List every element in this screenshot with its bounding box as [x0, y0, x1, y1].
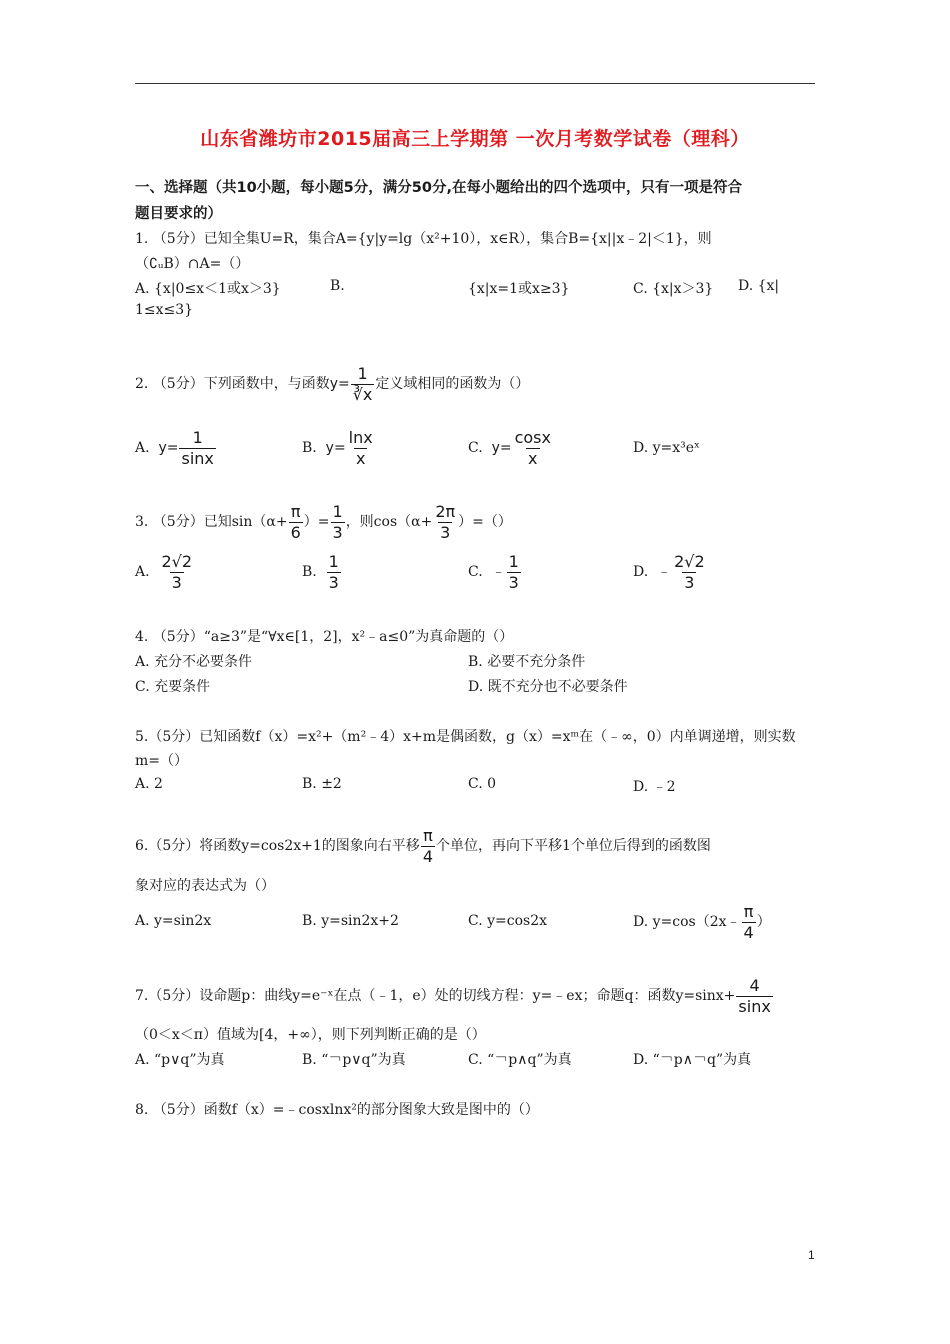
q7-stem-line2: （0＜x＜π）值域为[4，+∞），则下列判断正确的是（）: [135, 1027, 486, 1043]
q2-stem: [135, 362, 529, 406]
q6-stem: [135, 824, 711, 868]
q6-option-d[interactable]: [633, 900, 771, 944]
q6-stem-line2: 象对应的表达式为（）: [135, 878, 275, 894]
q7-fraction: [736, 975, 772, 1016]
q2-fraction: [351, 363, 375, 404]
q3-n2: 1: [332, 501, 343, 521]
q3-n1: π: [290, 501, 301, 521]
q6-option-b[interactable]: B. y=sin2x+2: [302, 913, 399, 929]
q7-option-b[interactable]: B. “￢p∨q”为真: [302, 1052, 406, 1068]
q3-a-num: 2√2: [161, 551, 193, 571]
q1-stem-line1: 1. （5分）已知全集U=R，集合A={y|y=lg（x²+10），x∈R），集合B={x||x﹣2|＜1}，则: [135, 231, 712, 247]
q3-b-num: 1: [328, 551, 339, 571]
q1-option-b-label[interactable]: B.: [330, 278, 345, 294]
q2-func: y=: [329, 376, 350, 392]
q6-num: π: [423, 825, 433, 845]
q2-a-num: 1: [192, 427, 203, 447]
q2-stem-post: 定义域相同的函数为（）: [375, 376, 530, 392]
q5-stem-line1: 5.（5分）已知函数f（x）=x²+（m²﹣4）x+m是偶函数，g（x）=xᵐ在（﹣∞，0）内单调递增，则实数: [135, 729, 796, 745]
page-number: 1: [808, 1248, 815, 1262]
q3-d-num: 2√2: [674, 551, 705, 571]
q7-stem-pre: 7.（5分）设命题p：曲线y=e⁻ˣ在点（﹣1，e）处的切线方程：y=﹣ex；命题q：函数y=sinx+: [135, 988, 736, 1004]
section-heading-line2: 题目要求的）: [135, 206, 222, 222]
q3-a-label: A.: [135, 564, 150, 580]
q7-option-a[interactable]: A. “p∨q”为真: [135, 1052, 225, 1068]
q3-c-den: 3: [508, 572, 519, 592]
q6-d-post: ）: [756, 914, 771, 930]
q3-option-b[interactable]: [302, 550, 342, 594]
q5-option-c[interactable]: C. 0: [468, 776, 497, 792]
q5-option-b[interactable]: B. ±2: [302, 776, 342, 792]
q6-stem-pre: 6.（5分）将函数y=cos2x+1的图象向右平移: [135, 838, 420, 854]
q4-option-b[interactable]: B. 必要不充分条件: [468, 654, 586, 670]
q2-b-fraction: [347, 427, 375, 468]
q3-d1: 6: [290, 522, 301, 542]
q6-den: 4: [422, 846, 433, 866]
q1-option-d-cont: 1≤x≤3}: [135, 302, 194, 318]
q3-c-fraction: [507, 551, 521, 592]
q4-option-d[interactable]: D. 既不充分也不必要条件: [468, 679, 628, 695]
q2-b-den: x: [355, 448, 366, 468]
q2-c-num: cosx: [514, 427, 551, 447]
q3-frac-3: [433, 501, 457, 542]
q2-b-pre: y=: [325, 440, 346, 456]
q4-stem: 4. （5分）“a≥3”是“∀x∈[1，2]，x²﹣a≤0”为真命题的（）: [135, 629, 514, 645]
q3-d2: 3: [332, 522, 343, 542]
q5-stem-line2: m=（）: [135, 753, 189, 769]
q5-option-d[interactable]: D. ﹣2: [633, 779, 676, 795]
q3-a-den: 3: [171, 572, 182, 592]
q3-stem-mid2: ，则cos（α+: [345, 514, 433, 530]
q1-stem-line2: （∁ᵤB）∩A=（）: [135, 256, 250, 272]
q2-b-label: B.: [302, 440, 317, 456]
q2-c-label: C.: [468, 440, 483, 456]
q3-option-d[interactable]: [633, 550, 708, 594]
q3-c-num: 1: [508, 551, 519, 571]
q6-option-a[interactable]: A. y=sin2x: [135, 913, 212, 929]
q4-option-a[interactable]: A. 充分不必要条件: [135, 654, 253, 670]
q3-d-fraction: [672, 551, 707, 592]
q3-option-a[interactable]: [135, 550, 195, 594]
q3-stem-post: ）=（）: [458, 514, 512, 530]
q6-d-den: 4: [743, 922, 754, 942]
q3-n3: 2π: [435, 501, 456, 521]
q6-fraction: [421, 825, 435, 866]
q1-option-a[interactable]: A. {x|0≤x＜1或x＞3}: [135, 281, 281, 297]
q5-option-a[interactable]: A. 2: [135, 776, 163, 792]
section-heading-line1: 一、选择题（共10小题，每小题5分，满分50分,在每小题给出的四个选项中，只有一项是符合: [135, 180, 742, 196]
q8-stem: 8. （5分）函数f（x）=﹣cosxlnx²的部分图象大致是图中的（）: [135, 1102, 539, 1118]
q2-c-den: x: [528, 448, 538, 468]
q4-option-c[interactable]: C. 充要条件: [135, 679, 211, 695]
q3-d-sign: ﹣: [657, 564, 672, 580]
q3-b-den: 3: [328, 572, 339, 592]
q3-stem: [135, 500, 512, 544]
page-title: 山东省潍坊市2015届高三上学期第 一次月考数学试卷（理科）: [200, 128, 750, 150]
q3-b-fraction: [327, 551, 341, 592]
q3-b-label: B.: [302, 564, 317, 580]
q6-stem-post: 个单位，再向下平移1个单位后得到的函数图: [436, 838, 711, 854]
q2-b-num: lnx: [348, 427, 373, 447]
q2-stem-pre: 2. （5分）下列函数中，与函数: [135, 376, 330, 392]
q6-option-c[interactable]: C. y=cos2x: [468, 913, 548, 929]
q1-option-c[interactable]: C. {x|x＞3}: [633, 281, 714, 297]
q7-den: sinx: [738, 996, 771, 1016]
q7-option-c[interactable]: C. “￢p∧q”为真: [468, 1052, 572, 1068]
q1-option-b[interactable]: {x|x=1或x≥3}: [468, 281, 570, 297]
q3-frac-1: [289, 501, 303, 542]
q2-a-pre: y=: [158, 440, 179, 456]
q2-option-d[interactable]: D. y=x³eˣ: [633, 440, 700, 456]
q3-stem-pre: 3. （5分）已知sin（α+: [135, 514, 288, 530]
q6-d-fraction: [742, 901, 756, 942]
q3-frac-2: [331, 501, 345, 542]
q1-option-d[interactable]: D. {x|: [738, 278, 780, 294]
q3-d-label: D.: [633, 564, 649, 580]
q3-stem-mid: ）=: [303, 514, 330, 530]
q7-num: 4: [749, 975, 760, 995]
q6-d-pre: D. y=cos（2x﹣: [633, 914, 741, 930]
q2-a-den: sinx: [181, 448, 214, 468]
header-rule: [135, 83, 815, 84]
q3-d-den: 3: [684, 572, 695, 592]
q2-option-b[interactable]: [302, 428, 376, 468]
q2-c-pre: y=: [491, 440, 512, 456]
q7-option-d[interactable]: D. “￢p∧￢q”为真: [633, 1052, 752, 1068]
q3-c-label: C.: [468, 564, 483, 580]
q2-option-c[interactable]: [468, 428, 554, 468]
q3-c-sign: ﹣: [491, 564, 506, 580]
q2-frac-num: 1: [357, 363, 368, 383]
q2-a-label: A.: [135, 440, 150, 456]
q3-option-c[interactable]: [468, 550, 522, 594]
q2-option-a[interactable]: [135, 428, 217, 468]
q3-d3: 3: [440, 522, 451, 542]
q6-d-num: π: [743, 901, 754, 921]
q2-frac-den: ∛x: [352, 384, 373, 404]
q2-a-fraction: [179, 427, 215, 468]
q3-a-fraction: [159, 551, 194, 592]
q7-stem: [135, 974, 774, 1018]
q2-c-fraction: [513, 427, 553, 468]
